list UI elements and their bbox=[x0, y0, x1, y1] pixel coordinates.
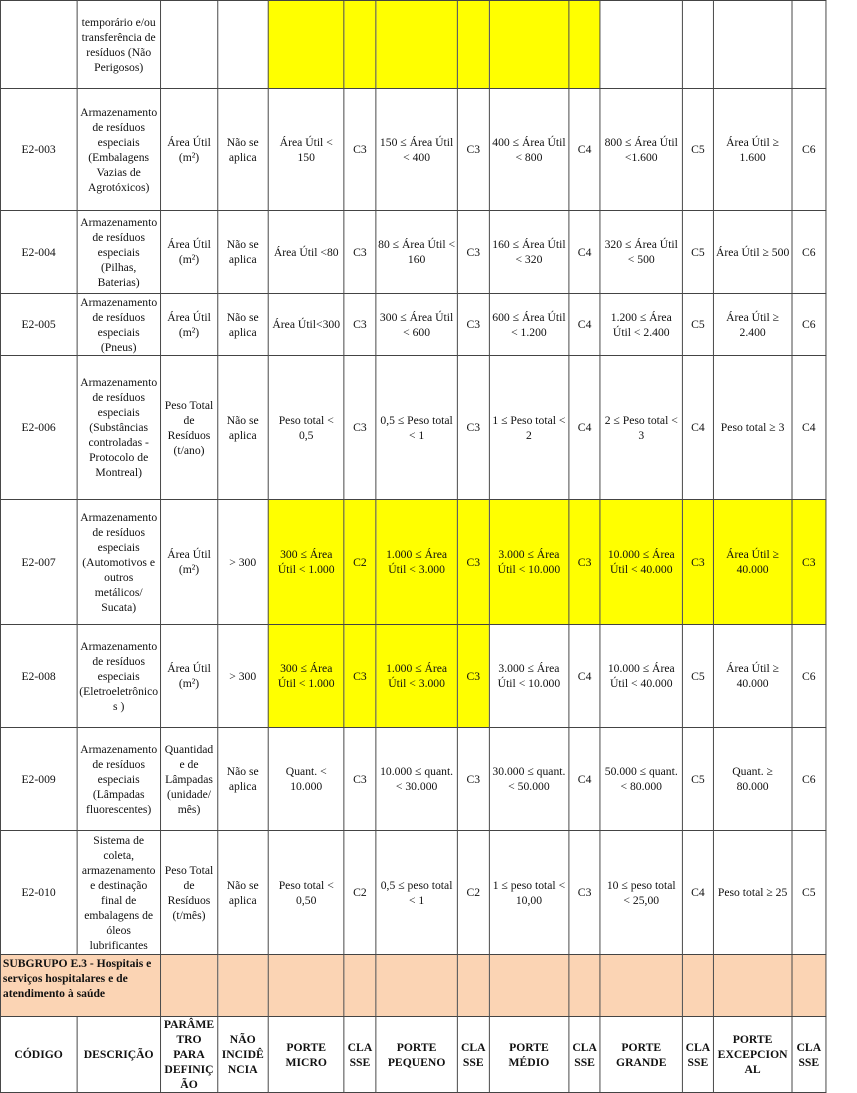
header-non-incidence: NÃO INCIDÊNCIA bbox=[217, 1017, 268, 1093]
class-cell bbox=[344, 1, 375, 89]
non-incidence-cell: > 300 bbox=[217, 625, 268, 728]
small-cell: 1.000 ≤ Área Útil < 3.000 bbox=[376, 500, 458, 625]
header-small: PORTE PEQUENO bbox=[376, 1017, 458, 1093]
description-cell: Sistema de coleta, armazenamento e destinação final de embalagens de óleos lubrificantes bbox=[77, 831, 161, 955]
description-cell: Armazenamento de resíduos especiais (Substâncias controladas - Protocolo de Montreal) bbox=[77, 356, 161, 500]
class-cell: C2 bbox=[344, 831, 375, 955]
empty-cell bbox=[458, 955, 489, 1017]
description-cell: Armazenamento de resíduos especiais (Pneus) bbox=[77, 294, 161, 356]
class-cell bbox=[792, 1, 826, 89]
non-incidence-cell: Não se aplica bbox=[217, 831, 268, 955]
class-cell bbox=[569, 1, 600, 89]
non-incidence-cell bbox=[217, 1, 268, 89]
header-row bbox=[0, 1017, 825, 1093]
medium-cell: 30.000 ≤ quant. < 50.000 bbox=[489, 728, 569, 831]
header-exceptional: PORTE EXCEPCIONAL bbox=[714, 1017, 792, 1093]
non-incidence-cell: > 300 bbox=[217, 500, 268, 625]
header-large: PORTE GRANDE bbox=[600, 1017, 682, 1093]
description-cell: Armazenamento de resíduos especiais (Pilhas, Baterias) bbox=[77, 211, 161, 294]
medium-cell: 3.000 ≤ Área Útil < 10.000 bbox=[489, 625, 569, 728]
class-cell: C5 bbox=[682, 728, 713, 831]
parameter-cell: Peso Total de Resíduos (t/ano) bbox=[161, 356, 218, 500]
class-cell: C4 bbox=[569, 356, 600, 500]
code-cell: E2-005 bbox=[0, 294, 76, 356]
class-cell: C2 bbox=[344, 500, 375, 625]
micro-cell: Quant. < 10.000 bbox=[268, 728, 344, 831]
small-cell: 1.000 ≤ Área Útil < 3.000 bbox=[376, 625, 458, 728]
medium-cell: 1 ≤ Peso total < 2 bbox=[489, 356, 569, 500]
description-cell: Armazenamento de resíduos especiais (Eletroeletrônicos ) bbox=[77, 625, 161, 728]
code-cell: E2-006 bbox=[0, 356, 76, 500]
empty-cell bbox=[161, 955, 218, 1017]
code-cell bbox=[0, 1, 76, 89]
small-cell: 0,5 ≤ Peso total < 1 bbox=[376, 356, 458, 500]
exceptional-cell: Área Útil ≥ 1.600 bbox=[714, 89, 792, 211]
large-cell: 320 ≤ Área Útil < 500 bbox=[600, 211, 682, 294]
parameter-cell: Área Útil (m²) bbox=[161, 211, 218, 294]
micro-cell: Peso total < 0,5 bbox=[268, 356, 344, 500]
header-description: DESCRIÇÃO bbox=[77, 1017, 161, 1093]
code-cell: E2-009 bbox=[0, 728, 76, 831]
class-cell: C3 bbox=[344, 728, 375, 831]
subgroup-row bbox=[0, 955, 825, 1017]
header-class: CLASSE bbox=[458, 1017, 489, 1093]
table-row bbox=[0, 728, 825, 831]
large-cell: 1.200 ≤ Área Útil < 2.400 bbox=[600, 294, 682, 356]
parameter-cell: Área Útil (m²) bbox=[161, 294, 218, 356]
class-cell: C3 bbox=[344, 211, 375, 294]
micro-cell: Área Útil <80 bbox=[268, 211, 344, 294]
empty-cell bbox=[714, 955, 792, 1017]
header-code: CÓDIGO bbox=[0, 1017, 76, 1093]
large-cell bbox=[600, 1, 682, 89]
non-incidence-cell: Não se aplica bbox=[217, 211, 268, 294]
class-cell: C4 bbox=[569, 728, 600, 831]
parameter-cell: Área Útil (m²) bbox=[161, 500, 218, 625]
class-cell: C5 bbox=[682, 625, 713, 728]
exceptional-cell: Área Útil ≥ 2.400 bbox=[714, 294, 792, 356]
medium-cell bbox=[489, 1, 569, 89]
exceptional-cell: Área Útil ≥ 40.000 bbox=[714, 500, 792, 625]
small-cell: 150 ≤ Área Útil < 400 bbox=[376, 89, 458, 211]
header-class: CLASSE bbox=[344, 1017, 375, 1093]
class-cell bbox=[682, 1, 713, 89]
class-cell: C3 bbox=[458, 500, 489, 625]
exceptional-cell: Peso total ≥ 3 bbox=[714, 356, 792, 500]
class-cell: C6 bbox=[792, 89, 826, 211]
class-cell: C3 bbox=[569, 500, 600, 625]
header-micro: PORTE MICRO bbox=[268, 1017, 344, 1093]
micro-cell bbox=[268, 1, 344, 89]
large-cell: 10.000 ≤ Área Útil < 40.000 bbox=[600, 625, 682, 728]
table-row bbox=[0, 356, 825, 500]
table-row bbox=[0, 1, 825, 89]
empty-cell bbox=[682, 955, 713, 1017]
exceptional-cell: Peso total ≥ 25 bbox=[714, 831, 792, 955]
class-cell: C3 bbox=[458, 625, 489, 728]
code-cell: E2-010 bbox=[0, 831, 76, 955]
class-cell: C3 bbox=[792, 500, 826, 625]
class-cell: C4 bbox=[682, 831, 713, 955]
code-cell: E2-003 bbox=[0, 89, 76, 211]
class-cell: C4 bbox=[569, 625, 600, 728]
class-cell: C3 bbox=[344, 356, 375, 500]
class-cell: C2 bbox=[458, 831, 489, 955]
subgroup-title: SUBGRUPO E.3 - Hospitais e serviços hospitalares e de atendimento à saúde bbox=[0, 955, 160, 1017]
micro-cell: 300 ≤ Área Útil < 1.000 bbox=[268, 625, 344, 728]
class-cell: C6 bbox=[792, 625, 826, 728]
empty-cell bbox=[569, 955, 600, 1017]
parameter-cell: Área Útil (m²) bbox=[161, 625, 218, 728]
table-row bbox=[0, 89, 825, 211]
code-cell: E2-004 bbox=[0, 211, 76, 294]
class-cell: C3 bbox=[344, 625, 375, 728]
class-cell: C3 bbox=[682, 500, 713, 625]
description-cell: Armazenamento de resíduos especiais (Embalagens Vazias de Agrotóxicos) bbox=[77, 89, 161, 211]
empty-cell bbox=[217, 955, 268, 1017]
table-row bbox=[0, 211, 825, 294]
class-cell: C4 bbox=[682, 356, 713, 500]
medium-cell: 3.000 ≤ Área Útil < 10.000 bbox=[489, 500, 569, 625]
table-row bbox=[0, 831, 825, 955]
class-cell: C3 bbox=[569, 831, 600, 955]
header-class: CLASSE bbox=[569, 1017, 600, 1093]
class-cell: C3 bbox=[458, 211, 489, 294]
description-cell: Armazenamento de resíduos especiais (Automotivos e outros metálicos/ Sucata) bbox=[77, 500, 161, 625]
micro-cell: 300 ≤ Área Útil < 1.000 bbox=[268, 500, 344, 625]
medium-cell: 1 ≤ peso total < 10,00 bbox=[489, 831, 569, 955]
small-cell bbox=[376, 1, 458, 89]
class-cell: C5 bbox=[682, 89, 713, 211]
small-cell: 10.000 ≤ quant. < 30.000 bbox=[376, 728, 458, 831]
class-cell: C3 bbox=[458, 356, 489, 500]
large-cell: 10 ≤ peso total < 25,00 bbox=[600, 831, 682, 955]
class-cell bbox=[458, 1, 489, 89]
code-cell: E2-008 bbox=[0, 625, 76, 728]
non-incidence-cell: Não se aplica bbox=[217, 728, 268, 831]
class-cell: C4 bbox=[569, 211, 600, 294]
micro-cell: Área Útil<300 bbox=[268, 294, 344, 356]
empty-cell bbox=[376, 955, 458, 1017]
header-parameter: PARÂMETRO PARA DEFINIÇÃO bbox=[161, 1017, 218, 1093]
exceptional-cell: Área Útil ≥ 500 bbox=[714, 211, 792, 294]
class-cell: C4 bbox=[569, 89, 600, 211]
parameter-cell bbox=[161, 1, 218, 89]
class-cell: C6 bbox=[792, 294, 826, 356]
large-cell: 50.000 ≤ quant.< 80.000 bbox=[600, 728, 682, 831]
class-cell: C6 bbox=[792, 728, 826, 831]
medium-cell: 600 ≤ Área Útil < 1.200 bbox=[489, 294, 569, 356]
description-cell: Armazenamento de resíduos especiais (Lâmpadas fluorescentes) bbox=[77, 728, 161, 831]
empty-cell bbox=[344, 955, 375, 1017]
exceptional-cell: Quant. ≥ 80.000 bbox=[714, 728, 792, 831]
small-cell: 0,5 ≤ peso total < 1 bbox=[376, 831, 458, 955]
class-cell: C5 bbox=[682, 211, 713, 294]
small-cell: 80 ≤ Área Útil < 160 bbox=[376, 211, 458, 294]
header-class: CLASSE bbox=[792, 1017, 826, 1093]
empty-cell bbox=[268, 955, 344, 1017]
class-cell: C3 bbox=[458, 89, 489, 211]
parameter-cell: Peso Total de Resíduos (t/mês) bbox=[161, 831, 218, 955]
code-cell: E2-007 bbox=[0, 500, 76, 625]
table-row bbox=[0, 294, 825, 356]
table-row bbox=[0, 625, 825, 728]
class-cell: C6 bbox=[792, 211, 826, 294]
micro-cell: Peso total < 0,50 bbox=[268, 831, 344, 955]
exceptional-cell bbox=[714, 1, 792, 89]
non-incidence-cell: Não se aplica bbox=[217, 356, 268, 500]
description-cell: temporário e/ou transferência de resíduos (Não Perigosos) bbox=[77, 1, 161, 89]
header-class: CLASSE bbox=[682, 1017, 713, 1093]
table-row bbox=[0, 500, 825, 625]
empty-cell bbox=[489, 955, 569, 1017]
class-cell: C5 bbox=[792, 831, 826, 955]
empty-cell bbox=[792, 955, 826, 1017]
small-cell: 300 ≤ Área Útil < 600 bbox=[376, 294, 458, 356]
empty-cell bbox=[600, 955, 682, 1017]
class-cell: C4 bbox=[792, 356, 826, 500]
large-cell: 2 ≤ Peso total < 3 bbox=[600, 356, 682, 500]
medium-cell: 400 ≤ Área Útil < 800 bbox=[489, 89, 569, 211]
parameter-cell: Área Útil (m²) bbox=[161, 89, 218, 211]
class-cell: C4 bbox=[569, 294, 600, 356]
medium-cell: 160 ≤ Área Útil < 320 bbox=[489, 211, 569, 294]
micro-cell: Área Útil < 150 bbox=[268, 89, 344, 211]
large-cell: 10.000 ≤ Área Útil < 40.000 bbox=[600, 500, 682, 625]
parameter-cell: Quantidade de Lâmpadas (unidade/ mês) bbox=[161, 728, 218, 831]
non-incidence-cell: Não se aplica bbox=[217, 89, 268, 211]
class-cell: C3 bbox=[458, 728, 489, 831]
large-cell: 800 ≤ Área Útil <1.600 bbox=[600, 89, 682, 211]
class-cell: C3 bbox=[458, 294, 489, 356]
non-incidence-cell: Não se aplica bbox=[217, 294, 268, 356]
class-cell: C5 bbox=[682, 294, 713, 356]
header-medium: PORTE MÉDIO bbox=[489, 1017, 569, 1093]
class-cell: C3 bbox=[344, 294, 375, 356]
exceptional-cell: Área Útil ≥ 40.000 bbox=[714, 625, 792, 728]
class-cell: C3 bbox=[344, 89, 375, 211]
